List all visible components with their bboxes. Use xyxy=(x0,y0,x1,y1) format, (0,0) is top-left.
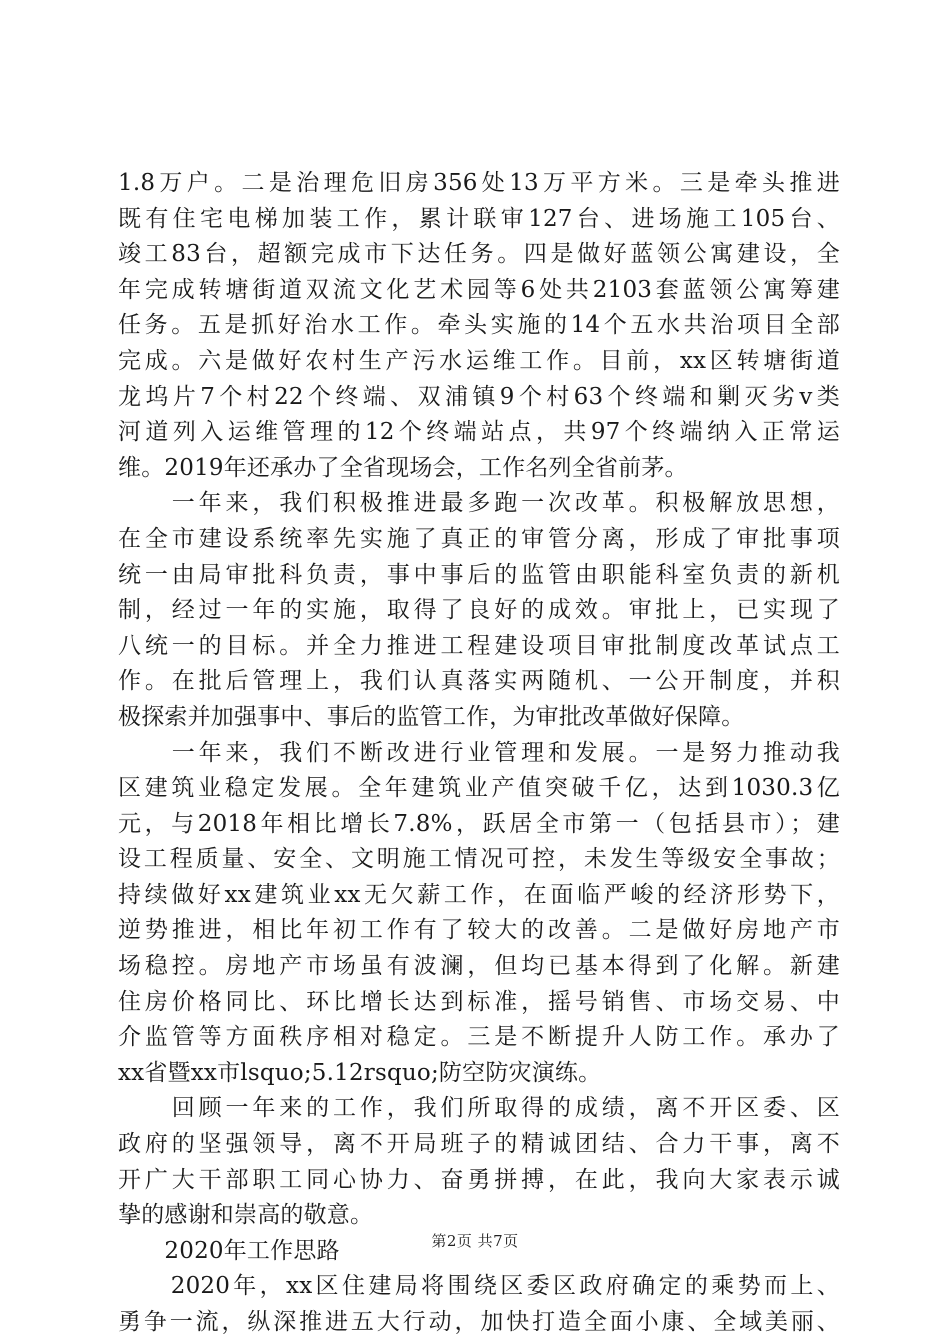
text-line: 政府的坚强领导，离不开局班子的精诚团结、合力干事，离不 xyxy=(118,1131,840,1158)
text-line: 持续做好xx建筑业xx无欠薪工作，在面临严峻的经济形势下， xyxy=(118,881,840,908)
text-line: 八统一的目标。并全力推进工程建设项目审批制度改革试点工 xyxy=(118,632,840,659)
text-line: 2020年工作思路 xyxy=(118,1237,340,1264)
text-line: 开广大干部职工同心协力、奋勇拼搏，在此，我向大家表示诚 xyxy=(118,1166,840,1193)
text-line: 竣工83台，超额完成市下达任务。四是做好蓝领公寓建设，全 xyxy=(118,241,840,268)
text-line: 任务。五是抓好治水工作。牵头实施的14个五水共治项目全部 xyxy=(118,312,840,339)
text-line: 勇争一流，纵深推进五大行动，加快打造全面小康、全域美丽、 xyxy=(118,1309,840,1335)
text-line: 介监管等方面秩序相对稳定。三是不断提升人防工作。承办了 xyxy=(118,1024,840,1051)
text-line: 住房价格同比、环比增长达到标准，摇号销售、市场交易、中 xyxy=(118,988,840,1015)
text-line: 区建筑业稳定发展。全年建筑业产值突破千亿，达到1030.3亿 xyxy=(118,775,840,802)
text-line: 场稳控。房地产市场虽有波澜，但均已基本得到了化解。新建 xyxy=(118,953,840,980)
text-line: 年完成转塘街道双流文化艺术园等6处共2103套蓝领公寓筹建 xyxy=(118,276,840,303)
text-line: 设工程质量、安全、文明施工情况可控，未发生等级安全事故； xyxy=(118,846,840,873)
text-line: 1.8万户。二是治理危旧房356处13万平方米。三是牵头推进 xyxy=(118,170,840,196)
text-line: 逆势推进，相比年初工作有了较大的改善。二是做好房地产市 xyxy=(118,917,840,944)
text-line: 极探索并加强事中、事后的监管工作，为审批改革做好保障。 xyxy=(118,703,745,730)
text-line: 统一由局审批科负责，事中事后的监管由职能科室负责的新机 xyxy=(118,561,840,588)
text-line: 龙坞片7个村22个终端、双浦镇9个村63个终端和剿灭劣v类 xyxy=(118,383,840,410)
text-line: 既有住宅电梯加装工作，累计联审127台、进场施工105台、 xyxy=(118,205,840,232)
text-line: xx省暨xx市lsquo;5.12rsquo;防空防灾演练。 xyxy=(118,1059,602,1086)
text-line: 河道列入运维管理的12个终端站点，共97个终端纳入正常运 xyxy=(118,419,840,446)
text-line: 一年来，我们积极推进最多跑一次改革。积极解放思想， xyxy=(118,490,840,517)
text-line: 在全市建设系统率先实施了真正的审管分离，形成了审批事项 xyxy=(118,525,840,552)
text-line: 一年来，我们不断改进行业管理和发展。一是努力推动我 xyxy=(118,739,840,766)
text-line: 作。在批后管理上，我们认真落实两随机、一公开制度，并积 xyxy=(118,668,840,695)
text-line: 回顾一年来的工作，我们所取得的成绩，离不开区委、区 xyxy=(118,1095,840,1122)
text-line: 完成。六是做好农村生产污水运维工作。目前，xx区转塘街道 xyxy=(118,347,840,374)
text-line: 挚的感谢和崇高的敬意。 xyxy=(118,1202,374,1229)
text-line: 2020年，xx区住建局将围绕区委区政府确定的乘势而上、 xyxy=(118,1273,840,1300)
text-line: 维。2019年还承办了全省现场会，工作名列全省前茅。 xyxy=(118,454,688,481)
document-body xyxy=(118,166,840,1341)
page-footer: 第2页 共7页 xyxy=(431,1232,519,1250)
text-line: 制，经过一年的实施，取得了良好的成效。审批上，已实现了 xyxy=(118,597,840,624)
text-line: 元，与2018年相比增长7.8%，跃居全市第一（包括县市）；建 xyxy=(118,810,840,837)
